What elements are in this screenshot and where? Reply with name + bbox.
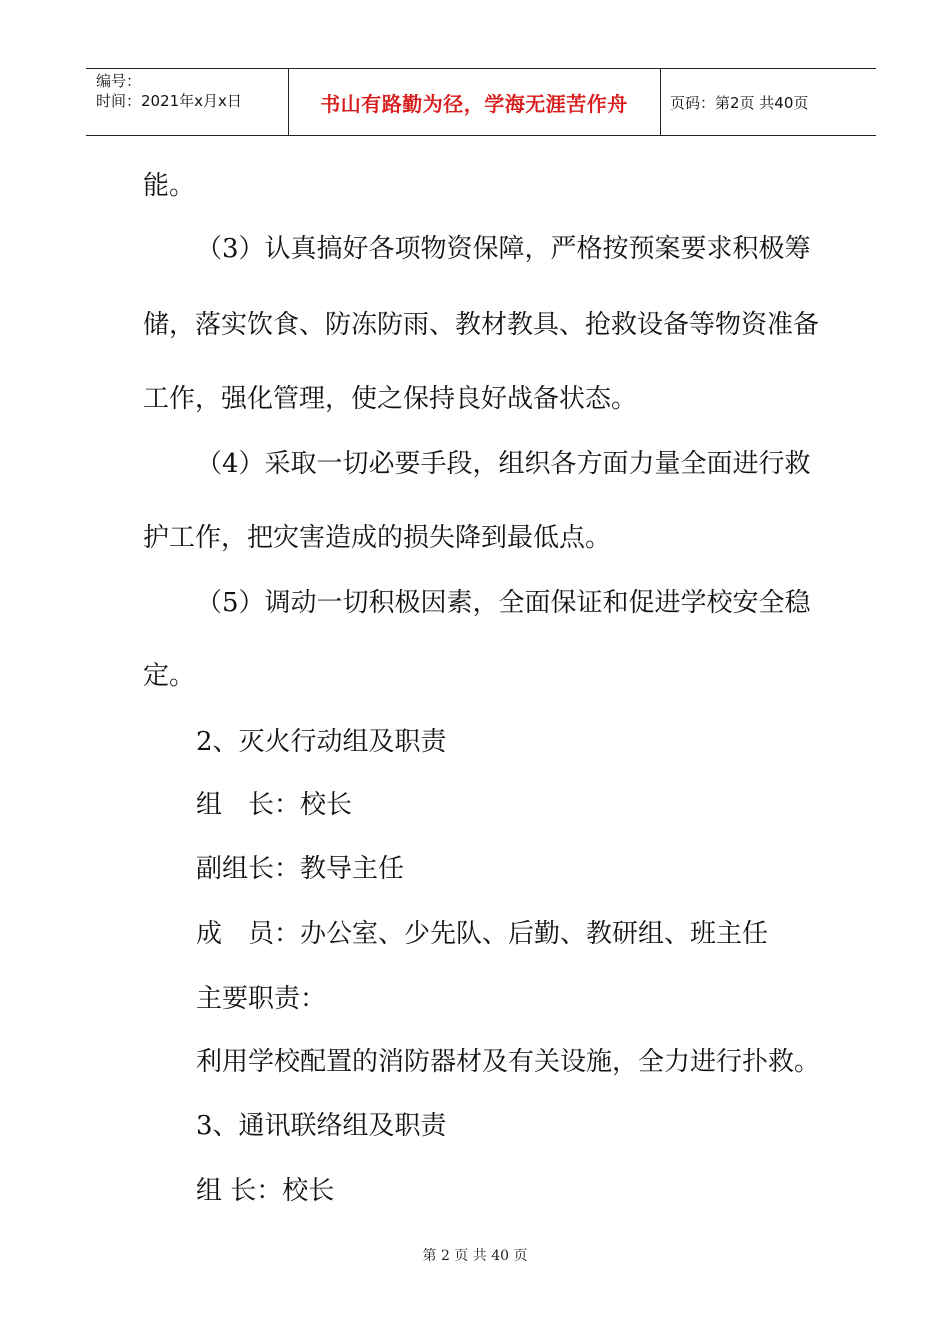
body-line: 组 长：校长 bbox=[196, 790, 353, 820]
body-line: 成 员：办公室、少先队、后勤、教研组、班主任 bbox=[196, 919, 769, 949]
date-label: 时间：2021年x月x日 bbox=[96, 92, 242, 110]
section-heading: 3、通讯联络组及职责 bbox=[196, 1111, 447, 1141]
body-line: （5）调动一切积极因素，全面保证和促进学校安全稳 bbox=[196, 588, 811, 618]
body-line: 定。 bbox=[143, 661, 196, 691]
document-header bbox=[86, 68, 876, 136]
header-page-number: 页码：第2页 共40页 bbox=[670, 93, 809, 112]
body-line: （4）采取一切必要手段，组织各方面力量全面进行救 bbox=[196, 449, 811, 479]
body-line: 能。 bbox=[143, 171, 196, 201]
header-motto: 书山有路勤为径，学海无涯苦作舟 bbox=[320, 91, 628, 116]
body-line: 主要职责： bbox=[196, 984, 327, 1014]
body-line: 利用学校配置的消防器材及有关设施，全力进行扑救。 bbox=[196, 1047, 821, 1077]
body-line: 组 长：校长 bbox=[196, 1176, 335, 1206]
section-heading: 2、灭火行动组及职责 bbox=[196, 727, 447, 757]
page-footer: 第 2 页 共 40 页 bbox=[422, 1248, 528, 1264]
body-line: 工作，强化管理，使之保持良好战备状态。 bbox=[143, 384, 638, 414]
body-line: 储，落实饮食、防冻防雨、教材教具、抢救设备等物资准备 bbox=[143, 310, 820, 340]
body-line: （3）认真搞好各项物资保障，严格按预案要求积极筹 bbox=[196, 234, 811, 264]
body-line: 副组长：教导主任 bbox=[196, 854, 405, 884]
serial-number-label: 编号： bbox=[96, 72, 142, 90]
header-meta bbox=[96, 71, 242, 111]
header-divider bbox=[660, 69, 661, 135]
body-line: 护工作，把灾害造成的损失降到最低点。 bbox=[143, 523, 612, 553]
